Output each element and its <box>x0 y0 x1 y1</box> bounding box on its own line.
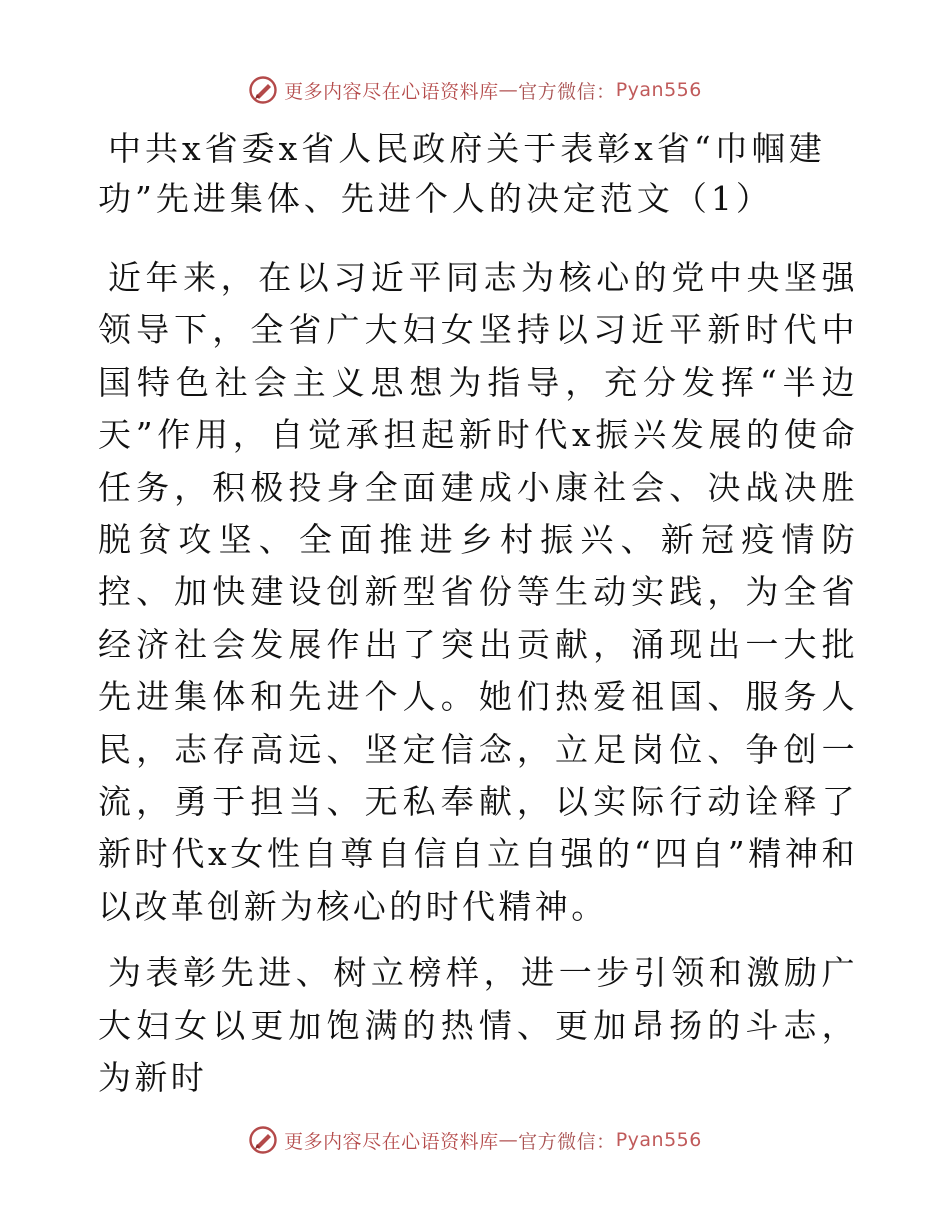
paragraph: 近年来，在以习近平同志为核心的党中央坚强领导下，全省广大妇女坚持以习近平新时代中国特色社会主义思想为指导，充分发挥“半边天”作用，自觉承担起新时代x振兴发展的使命任务，积极投身全面建成小康社会、决战决胜脱贫攻坚、全面推进乡村振兴、新冠疫情防控、加快建设创新型省份等生动实践，为全省经济社会发展作出了突出贡献，涌现出一大批先进集体和先进个人。她们热爱祖国、服务人民，志存高远、坚定信念，立足岗位、争创一流，勇于担当、无私奉献，以实际行动诠释了新时代x女性自尊自信自立自强的“四自”精神和以改革创新为核心的时代精神。 <box>98 258 858 926</box>
footer-banner <box>0 1122 950 1158</box>
banner-separator: — <box>498 1129 519 1151</box>
banner-text: 更多内容尽在心语资料库 <box>284 1130 499 1153</box>
banner-separator: — <box>498 79 519 101</box>
paragraph: 为表彰先进、树立榜样，进一步引领和激励广大妇女以更加饱满的热情、更加昂扬的斗志，为新时 <box>98 953 858 1098</box>
banner-wechat-id: Pyan556 <box>615 79 702 101</box>
document-title: 中共x省委x省人民政府关于表彰x省“巾帼建功”先进集体、先进个人的决定范文（1） <box>98 129 826 218</box>
header-banner <box>0 72 950 108</box>
banner-wechat-label: 官方微信： <box>518 80 616 103</box>
brand-logo-icon <box>248 75 278 105</box>
banner-wechat-label: 官方微信： <box>518 1130 616 1153</box>
banner-text: 更多内容尽在心语资料库 <box>284 80 499 103</box>
document-body <box>98 252 858 1119</box>
banner-wechat-id: Pyan556 <box>615 1129 702 1151</box>
brand-logo-icon <box>248 1125 278 1155</box>
